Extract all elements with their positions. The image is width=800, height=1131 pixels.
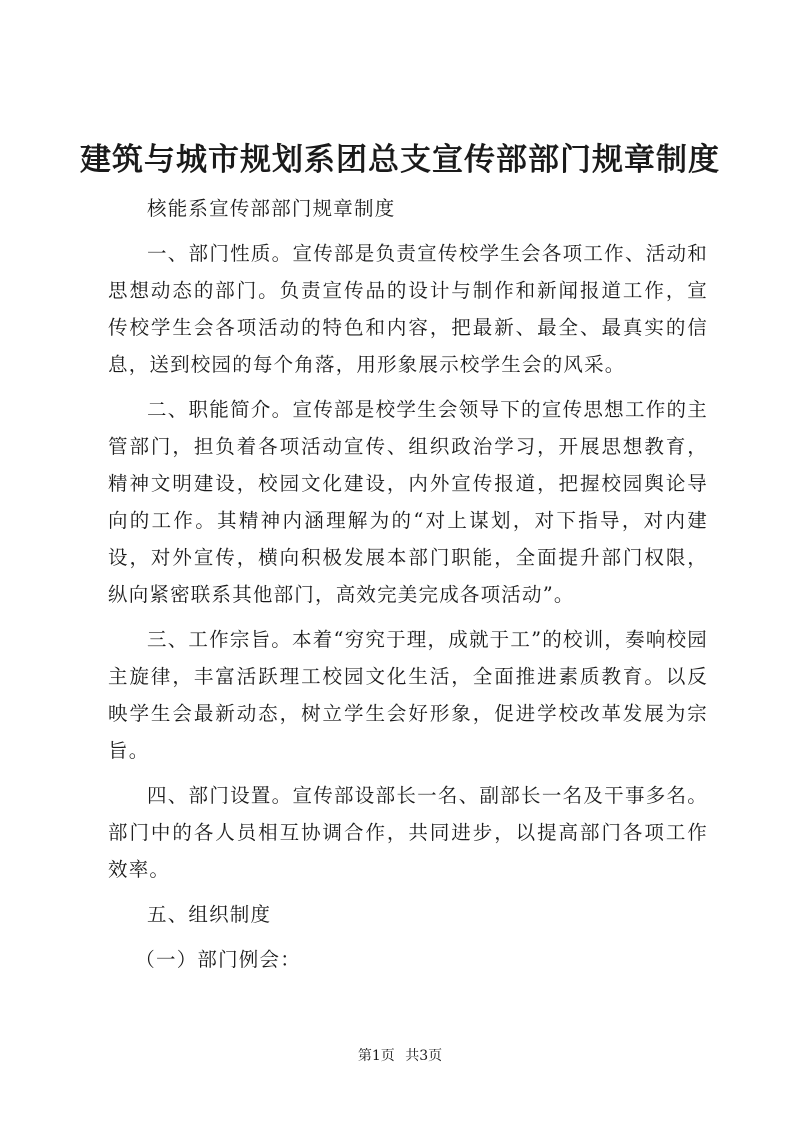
- section-2-paragraph: 二、职能简介。宣传部是校学生会领导下的宣传思想工作的主管部门，担负着各项活动宣传、组织政治学习，开展思想教育，精神文明建设，校园文化建设，内外宣传报道，把握校园舆论导向的工作。其精神内涵理解为的“对上谋划，对下指导，对内建设，对外宣传，横向积极发展本部门职能，全面提升部门权限，纵向紧密联系其他部门，高效完美完成各项活动”。: [108, 398, 708, 606]
- subtitle-paragraph: 核能系宣传部部门规章制度: [147, 197, 396, 220]
- document-body: [108, 190, 708, 986]
- document-title: 建筑与城市规划系团总支宣传部部门规章制度: [80, 142, 720, 178]
- section-4-paragraph: 四、部门设置。宣传部设部长一名、副部长一名及干事多名。部门中的各人员相互协调合作，共同进步，以提高部门各项工作效率。: [108, 784, 708, 881]
- section-3-paragraph: 三、工作宗旨。本着“穷究于理，成就于工”的校训，奏响校园主旋律，丰富活跃理工校园文化生活，全面推进素质教育。以反映学生会最新动态，树立学生会好形象，促进学校改革发展为宗旨。: [108, 628, 708, 762]
- page-number: 第1页: [357, 1048, 395, 1064]
- section-5-heading: 五、组织制度: [147, 903, 272, 926]
- section-1-paragraph: 一、部门性质。宣传部是负责宣传校学生会各项工作、活动和思想动态的部门。负责宣传品的设计与制作和新闻报道工作，宣传校学生会各项活动的特色和内容，把最新、最全、最真实的信息，送到校园的每个角落，用形象展示校学生会的风采。: [108, 242, 708, 376]
- page-footer: [0, 1046, 800, 1066]
- subsection-heading: （一）部门例会：: [135, 948, 301, 971]
- page-total: 共3页: [405, 1048, 443, 1064]
